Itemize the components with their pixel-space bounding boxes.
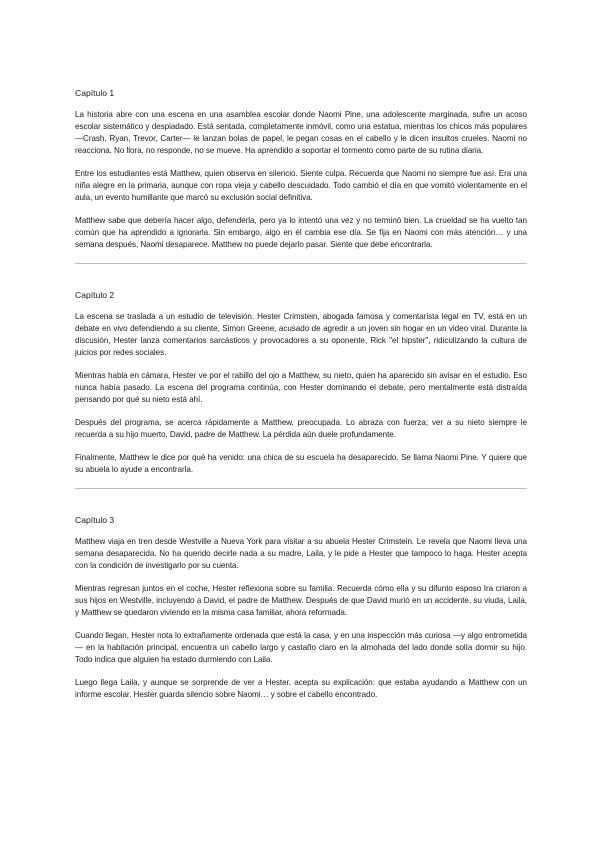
chapter-title: Capítulo 2 — [75, 290, 115, 300]
paragraph: La escena se traslada a un estudio de televisión. Hester Crimstein, abogada famosa y comentarista legal en TV, está en un debate en vivo defendiendo a su cliente, Simon Greene, acusado de agredir a un joven sin hogar en un video viral. Durante la discusión, Hester lanza comentarios sarcásticos y provocadores a su oponente, Rick "el hipster", ridiculizando la cultura de juicios por redes sociales. — [75, 312, 527, 357]
paragraph: Mientras regresan juntos en el coche, Hester reflexiona sobre su familia. Recuerda cómo ella y su difunto esposo Ira criaron a sus hijos en Westville, incluyendo a David, el padre de Matthew. Después de que David murió en un accidente, su viuda, Laila, y Matthew se quedaron viviendo en la misma casa familiar, ahora reformada. — [75, 584, 527, 617]
paragraph: Matthew viaja en tren desde Westville a Nueva York para visitar a su abuela Hester Crimstein. Le revela que Naomi lleva una semana desaparecida. No ha querido decirle nada a su madre, Laila, y le pide a Hester que tampoco lo haga. Hester acepta con la condición de investigarlo por su cuenta. — [75, 537, 527, 570]
chapter-1 — [75, 88, 527, 251]
paragraph: Matthew sabe que debería hacer algo, defenderla, pero ya lo intentó una vez y no terminó bien. La crueldad se ha vuelto tan común que ha aprendido a ignorarla. Sin embargo, algo en él cambia ese día. Se fija en Naomi con más atención… y una semana después, Naomi desaparece. Matthew no puede dejarlo pasar. Siente que debe encontrarla. — [75, 216, 527, 249]
paragraph: Finalmente, Matthew le dice por qué ha venido: una chica de su escuela ha desaparecido. Se llama Naomi Pine. Y quiere que su abuela lo ayude a encontrarla. — [75, 453, 527, 474]
chapter-2 — [75, 290, 527, 476]
paragraph: Cuando llegan, Hester nota lo extrañamente ordenada que está la casa, y en una inspección más curiosa —y algo entrometida— en la habitación principal, encuentra un cabello largo y castaño claro en la almohada del lado donde solía dormir su hijo. Todo indica que alguien ha estado durmiendo con Laila. — [75, 631, 527, 664]
paragraph: Después del programa, se acerca rápidamente a Matthew, preocupada. Lo abraza con fuerza; ver a su nieto siempre le recuerda a su hijo muerto, David, padre de Matthew. La pérdida aún duele profundamente. — [75, 418, 527, 439]
chapter-title: Capítulo 3 — [75, 515, 115, 525]
section-divider — [75, 488, 527, 489]
document-page — [75, 88, 527, 712]
paragraph: Entre los estudiantes está Matthew, quien observa en silencio. Siente culpa. Recuerda que Naomi no siempre fue así. Era una niña alegre en la primaria, aunque con ropa vieja y cabello descuidado. Todo cambió el día en que vomitó violentamente en el aula, un evento humillante que marcó su exclusión social definitiva. — [75, 169, 527, 202]
paragraph: Luego llega Laila, y aunque se sorprende de ver a Hester, acepta su explicación: que estaba ayudando a Matthew con un informe escolar. Hester guarda silencio sobre Naomi… y sobre el cabello encontrado. — [75, 678, 527, 699]
chapter-3 — [75, 515, 527, 701]
section-divider — [75, 263, 527, 264]
chapter-title: Capítulo 1 — [75, 88, 115, 98]
paragraph: La historia abre con una escena en una asamblea escolar donde Naomi Pine, una adolescente marginada, sufre un acoso escolar sistemático y despiadado. Está sentada, completamente inmóvil, como una estatua, mientras los chicos más populares —Crash, Ryan, Trevor, Carter— le lanzan bolas de papel, le pegan cosas en el cabello y le dicen insultos crueles. Naomi no reacciona. No llora, no responde, no se mueve. Ha aprendido a soportar el tormento como parte de su rutina diaria. — [75, 110, 527, 155]
paragraph: Mientras habla en cámara, Hester ve por el rabillo del ojo a Matthew, su nieto, quien ha aparecido sin avisar en el estudio. Eso nunca había pasado. La escena del programa continúa, con Hester dominando el debate, pero mentalmente está distraída pensando por qué su nieto está ahí. — [75, 371, 527, 404]
